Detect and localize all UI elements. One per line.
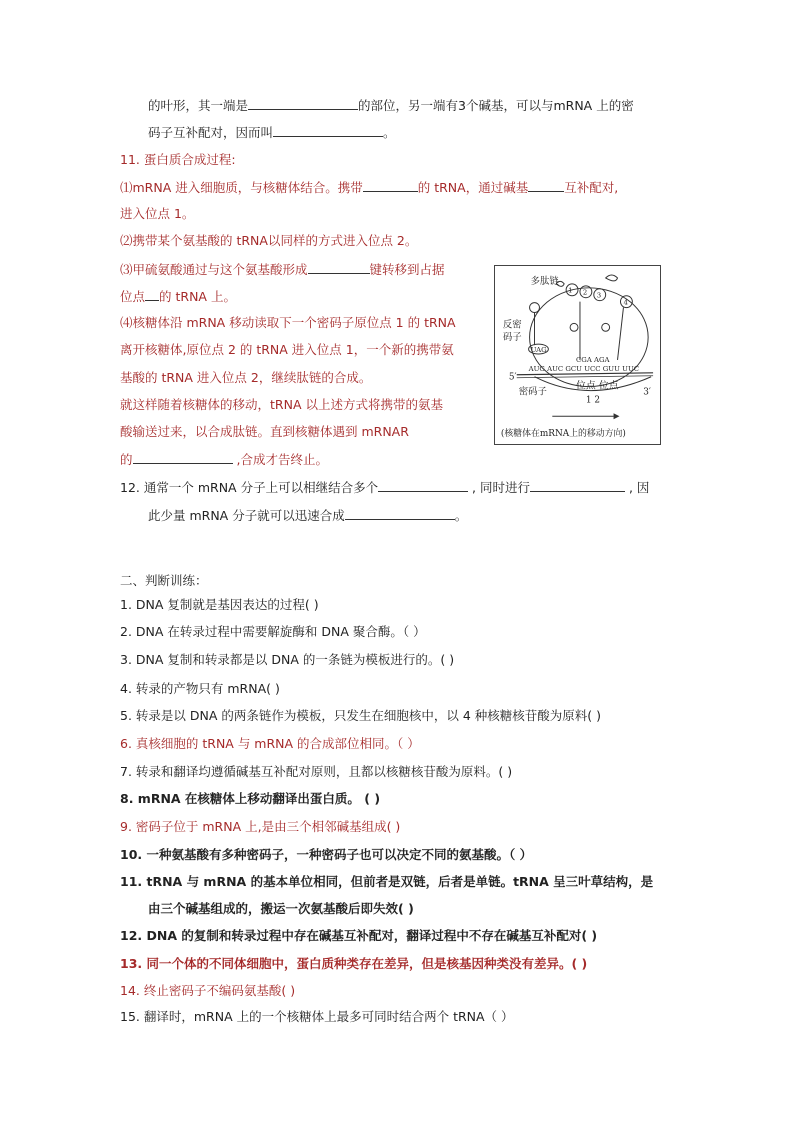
mrna-strand: [517, 373, 653, 375]
uag-label: UAG: [530, 346, 547, 355]
blank-field[interactable]: [308, 260, 370, 274]
ribosome-diagram: [495, 266, 660, 444]
anticodon-label-2: 码子: [502, 332, 522, 344]
three-prime-label: 3′: [643, 387, 651, 398]
judge-item-11: 11. tRNA 与 mRNA 的基本单位相同，但前者是双链，后者是单链。tRNA 呈三叶草结构，是: [120, 874, 654, 889]
judge-item-14: 14. 终止密码子不编码氨基酸( ): [120, 983, 296, 998]
question-12: 12. 通常一个 mRNA 分子上可以相继结合多个 , 同时进行 , 因: [120, 480, 650, 495]
five-prime-label: 5′: [508, 372, 517, 383]
figure-caption: (核糖体在mRNA上的移动方向): [500, 429, 626, 440]
question-12-cont: 此少量 mRNA 分子就可以迅速合成 。: [148, 508, 468, 523]
step-4a: ⑷核糖体沿 mRNA 移动读取下一个密码子原位点 1 的 tRNA: [120, 315, 456, 330]
step-5b: 酸输送过来，以合成肽链。直到核糖体遇到 mRNAR: [120, 424, 409, 439]
blank-field[interactable]: [378, 478, 468, 492]
step-3-cont: 位点 的 tRNA 上。: [120, 289, 236, 304]
line-leaf-shape: 的叶形，其一端是 的部位，另一端有3个碱基，可以与mRNA 上的密: [148, 98, 634, 113]
mrna-sequence: AUG AUC GCU UCC GUU UUC: [528, 364, 640, 373]
num-2: 2: [582, 288, 588, 297]
judge-item-12: 12. DNA 的复制和转录过程中存在碱基互补配对，翻译过程中不存在碱基互补配对( ): [120, 928, 598, 943]
judge-item-11-cont: 由三个碱基组成的，搬运一次氨基酸后即失效( ): [148, 901, 414, 916]
num-1: 1: [568, 286, 573, 295]
num-3: 3: [596, 291, 602, 300]
ribosome-translation-figure: [494, 265, 661, 445]
judge-item-13: 13. 同一个体的不同体细胞中，蛋白质种类存在差异，但是核基因种类没有差异。( ): [120, 956, 588, 971]
peptide-label: 多肽链: [530, 275, 559, 287]
blank-field[interactable]: [528, 178, 564, 192]
site-numbers: 1 2: [585, 395, 601, 406]
judge-item-8: 8. mRNA 在核糖体上移动翻译出蛋白质。 ( ): [120, 791, 381, 806]
judge-item-7: 7. 转录和翻译均遵循碱基互补配对原则，且都以核糖核苷酸为原料。( ): [120, 764, 513, 779]
step-5a: 就这样随着核糖体的移动，tRNA 以上述方式将携带的氨基: [120, 397, 443, 412]
released-molecule-icon: [606, 275, 618, 281]
trna-loop-icon: [530, 303, 540, 313]
blank-field[interactable]: [345, 506, 455, 520]
judge-item-9: 9. 密码子位于 mRNA 上,是由三个相邻碱基组成( ): [120, 819, 401, 834]
judge-item-3: 3. DNA 复制和转录都是以 DNA 的一条链为模板进行的。( ): [120, 652, 455, 667]
question-11-title: 11. 蛋白质合成过程:: [120, 152, 236, 167]
step-3: ⑶甲硫氨酸通过与这个氨基酸形成 键转移到占据: [120, 262, 445, 277]
codon-label: 密码子: [518, 386, 547, 398]
judge-item-4: 4. 转录的产物只有 mRNA( ): [120, 681, 280, 696]
anticodon-label-1: 反密: [502, 319, 522, 331]
judge-item-2: 2. DNA 在转录过程中需要解旋酶和 DNA 聚合酶。（ ）: [120, 624, 426, 639]
step-1: ⑴mRNA 进入细胞质，与核糖体结合。携带 的 tRNA，通过碱基 互补配对,: [120, 180, 619, 195]
line-anticodon: 码子互补配对，因而叫 。: [148, 125, 396, 140]
blank-field[interactable]: [273, 123, 383, 137]
site-label: 位点 位点: [576, 380, 619, 392]
blank-field[interactable]: [145, 287, 159, 301]
mrna-strand-lower: [517, 376, 653, 378]
trna-site2-loop-icon: [602, 323, 610, 331]
step-4c: 基酸的 tRNA 进入位点 2，继续肽链的合成。: [120, 370, 372, 385]
section-heading: 二、判断训练：: [120, 573, 208, 588]
blank-field[interactable]: [363, 178, 418, 192]
blank-field[interactable]: [248, 96, 358, 110]
judge-item-6: 6. 真核细胞的 tRNA 与 mRNA 的合成部位相同。（ ）: [120, 736, 420, 751]
trna-site1-loop-icon: [570, 323, 578, 331]
judge-item-15: 15. 翻译时，mRNA 上的一个核糖体上最多可同时结合两个 tRNA（ ）: [120, 1009, 514, 1024]
step-4b: 离开核糖体,原位点 2 的 tRNA 进入位点 1，一个新的携带氨: [120, 342, 454, 357]
judge-item-10: 10. 一种氨基酸有多种密码子，一种密码子也可以决定不同的氨基酸。（ ）: [120, 847, 533, 862]
blank-field[interactable]: [530, 478, 625, 492]
arrow-head-icon: [614, 413, 620, 419]
judge-item-1: 1. DNA 复制就是基因表达的过程( ): [120, 597, 319, 612]
trna-site2-stem: [618, 308, 624, 360]
judge-item-5: 5. 转录是以 DNA 的两条链作为模板，只发生在细胞核中，以 4 种核糖核苷酸为原料( ): [120, 708, 602, 723]
blank-field[interactable]: [133, 450, 233, 464]
anticodon-seq: CGA AGA: [576, 355, 610, 364]
step-2: ⑵携带某个氨基酸的 tRNA以同样的方式进入位点 2。: [120, 233, 418, 248]
step-1-cont: 进入位点 1。: [120, 206, 195, 221]
step-5c: 的 ,合成才告终止。: [120, 452, 328, 467]
num-4: 4: [623, 298, 628, 307]
